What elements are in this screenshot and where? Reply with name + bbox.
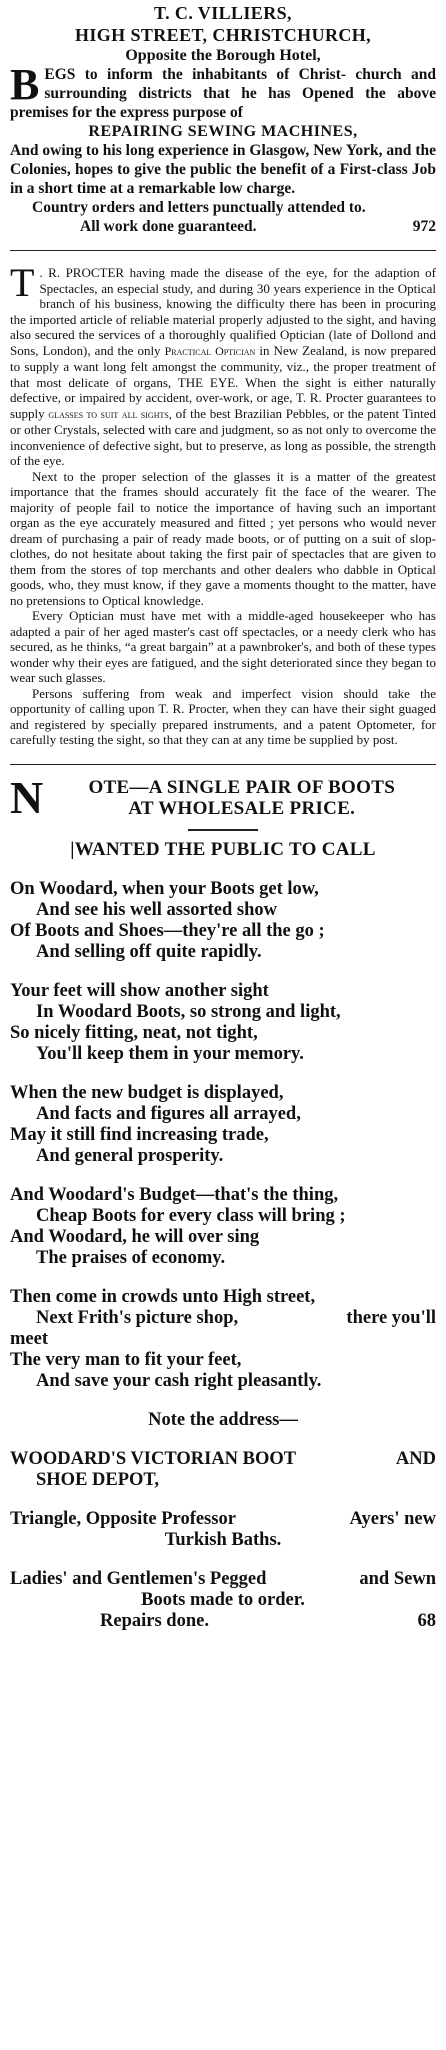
- advertiser-address: HIGH STREET, CHRISTCHURCH,: [74, 25, 372, 45]
- services-footer: Ladies' and Gentlemen's Pegged and Sewn Boots made to order. Repairs done. 68: [10, 1568, 436, 1631]
- title-line-2: AT WHOLESALE PRICE.: [128, 797, 356, 819]
- optician-paragraph-4: Persons suffering from weak and imperfect vision should take the opportunity of calling upon T. R. Procter, when they can have their sight guaged and registered by specially prepared instruments, and a patent Optometer, for carefully testing the sight, so that they can at any time be supplied by post.: [10, 685, 436, 747]
- poem-stanza-4: And Woodard's Budget—that's the thing, Cheap Boots for every class will bring ; And Woodard, he will over sing The praises of economy.: [10, 1184, 346, 1268]
- intro-paragraph: [10, 60, 437, 122]
- drop-cap: N: [10, 771, 44, 823]
- villiers-advertisement: [10, 0, 436, 236]
- experience-paragraph: And owing to his long experience in Glasgow, New York, and the Colonies, hopes to give the public the benefit of a First-class Job in a short time at a remarkable low charge.: [10, 142, 436, 197]
- poem-stanza-2: Your feet will show another sight In Woodard Boots, so strong and light, So nicely fitting, neat, not tight, You'll keep them in your memory.: [10, 980, 341, 1064]
- divider: [10, 764, 436, 765]
- depot-name: WOODARD'S VICTORIAN BOOT AND SHOE DEPOT,: [10, 1448, 436, 1490]
- procter-advertisement: [10, 260, 437, 748]
- advertiser-location: Opposite the Borough Hotel,: [125, 47, 321, 64]
- title-line-1: OTE—A SINGLE PAIR OF BOOTS: [88, 776, 396, 798]
- intro-first-line: EGS to inform the inhabitants of Christ-: [44, 66, 347, 83]
- wanted-heading: |WANTED THE PUBLIC TO CALL: [70, 838, 376, 860]
- poem-stanza-5: Then come in crowds unto High street, Next Frith's picture shop, there you'll meet The very man to fit your feet, And save your cash right pleasantly.: [10, 1286, 436, 1391]
- poem-stanza-1: On Woodard, when your Boots get low, And see his well assorted show Of Boots and Shoes—they're all the go ; And selling off quite rapidly.: [10, 878, 325, 962]
- short-rule: [188, 829, 258, 831]
- poem-stanza-3: When the new budget is displayed, And facts and figures all arrayed, May it still find increasing trade, And general prosperity.: [10, 1082, 301, 1166]
- intro-rest: church and surrounding districts that he has Opened the above premises for the express purpose of: [10, 66, 437, 121]
- optician-paragraph-2: Next to the proper selection of the glasses it is a matter of the greatest importance that the frames should accurately fit the face of the wearer. The majority of people fail to notice the importance of having such an important organ as the eye accurately measured and fitted ; yet persons who would never dream of purchasing a pair of ready made boots, or of putting on a suit of slop-clothes, do not hesitate about taking the first pair of spectacles that are given to them from the stores of top merchants and other dealers who dabble in Optical goods, who, they must know, if they gave a moments thought to the matter, have no pretensions to Optical knowledge.: [10, 468, 436, 608]
- guarantee-text: All work done guaranteed.: [80, 218, 257, 235]
- orders-paragraph: Country orders and letters punctually attended to.: [32, 199, 366, 216]
- advert-ref: 972: [412, 218, 436, 235]
- divider: [10, 250, 436, 251]
- advert-ref: 68: [417, 1610, 436, 1631]
- woodard-advertisement: [10, 771, 436, 1632]
- drop-cap: B: [10, 60, 40, 109]
- optician-paragraph-3: Every Optician must have met with a middle-aged housekeeper who has adapted a pair of her aged master's cast off spectacles, or a needy clerk who has secured, as he thinks, “a great bargain” at a pawnbroker's, and both of these types wonder why their eyes are fatigued, and the sight deteriorated since they began to wear such glasses.: [10, 608, 436, 685]
- advertiser-name: T. C. VILLIERS,: [154, 3, 292, 23]
- depot-location: Triangle, Opposite Professor Ayers' new Turkish Baths.: [10, 1508, 436, 1550]
- advert-title: [10, 771, 436, 823]
- drop-cap: T: [10, 260, 35, 305]
- address-note: Note the address—: [148, 1409, 298, 1430]
- guarantee-row: [10, 217, 436, 236]
- service-heading: REPAIRING SEWING MACHINES,: [88, 123, 358, 140]
- optician-paragraph-1: T . R. PROCTER having made the disease of the eye, for the adaption of Spectacles, an especial study, and during 30 years experience in the Optical branch of his business, knowing the difficulty there has been in procuring the imported article of reliable material properly adjusted to the sight, and having also secured the services of a thoroughly qualified Optician (late of Dollond and Sons, London), and the only Practical Optician in New Zealand, is now prepared to supply a want long felt amongst the community, viz., the proper treatment of that most delicate of organs, THE EYE. When the sight is either naturally defective, or impaired by accident, over-work, or age, T. R. Procter guarantees to supply glasses to suit all sights, of the best Brazilian Pebbles, or the patent Tinted or other Crystals, selected with care and judgment, so as not only to overcome the inconvenience of defective sight, but to preserve, as long as possible, the strength of the eye.: [10, 260, 437, 468]
